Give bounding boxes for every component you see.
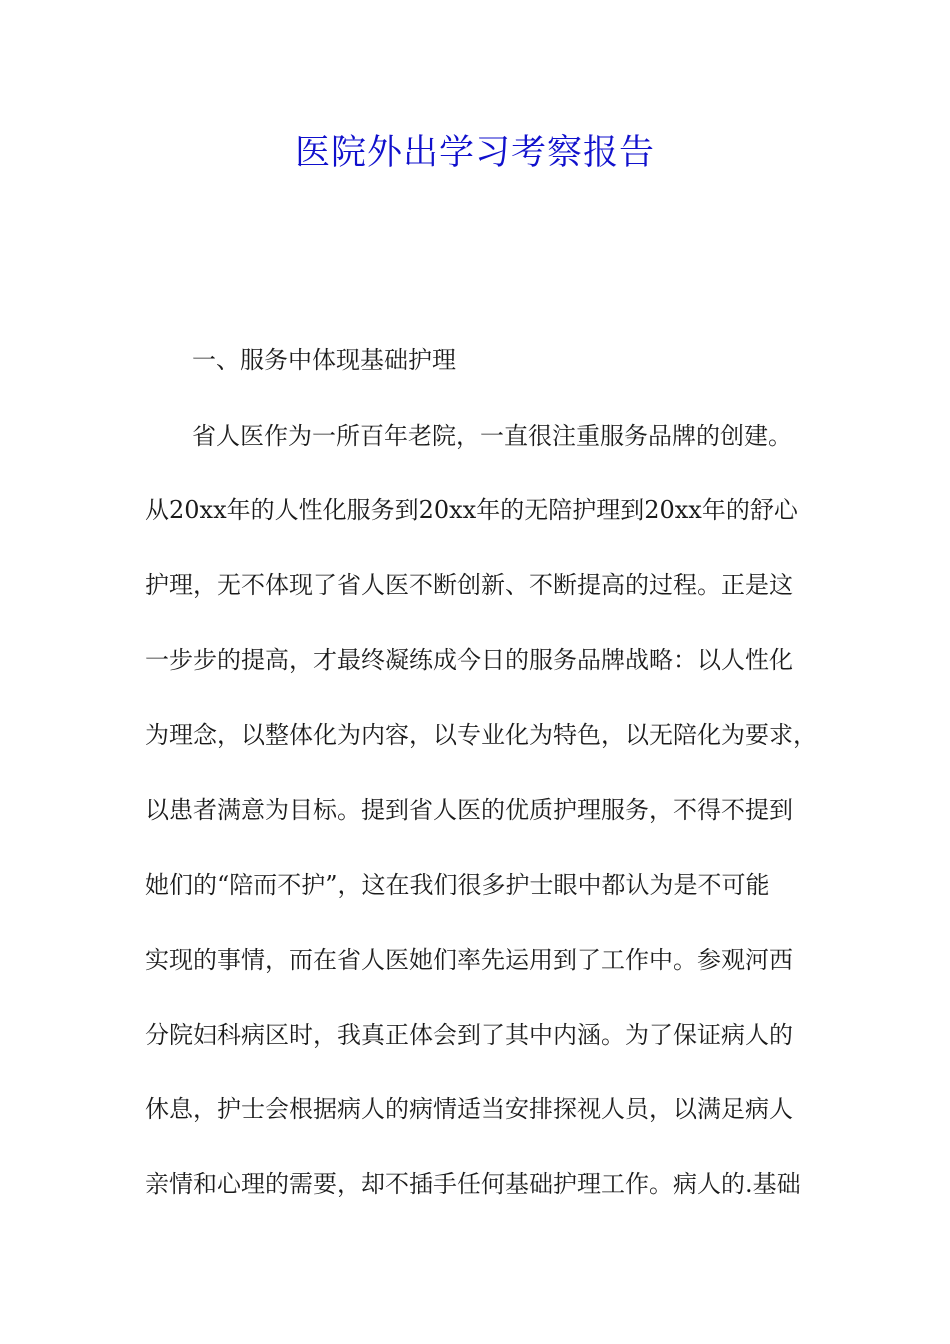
paragraph-line: 一步步的提高，才最终凝练成今日的服务品牌战略：以人性化 [145,646,793,674]
paragraph-line: 为理念，以整体化为内容，以专业化为特色，以无陪化为要求， [145,721,817,749]
paragraph-line: 护理，无不体现了省人医不断创新、不断提高的过程。正是这 [145,571,793,599]
paragraph-line: 省人医作为一所百年老院，一直很注重服务品牌的创建。 [192,422,792,450]
paragraph-line: 休息，护士会根据病人的病情适当安排探视人员，以满足病人 [145,1095,793,1123]
paragraph-line: 亲情和心理的需要，却不插手任何基础护理工作。病人的.基础 [145,1170,801,1198]
paragraph-line: 实现的事情，而在省人医她们率先运用到了工作中。参观河西 [145,946,793,974]
paragraph-line: 以患者满意为目标。提到省人医的优质护理服务，不得不提到 [145,796,793,824]
paragraph-line: 分院妇科病区时，我真正体会到了其中内涵。为了保证病人的 [145,1021,793,1049]
paragraph-line: 从20xx年的人性化服务到20xx年的无陪护理到20xx年的舒心 [145,496,798,524]
section-heading: 一、服务中体现基础护理 [192,346,456,374]
paragraph-line: 她们的“陪而不护”，这在我们很多护士眼中都认为是不可能 [145,871,770,899]
document-title: 医院外出学习考察报告 [294,133,655,173]
